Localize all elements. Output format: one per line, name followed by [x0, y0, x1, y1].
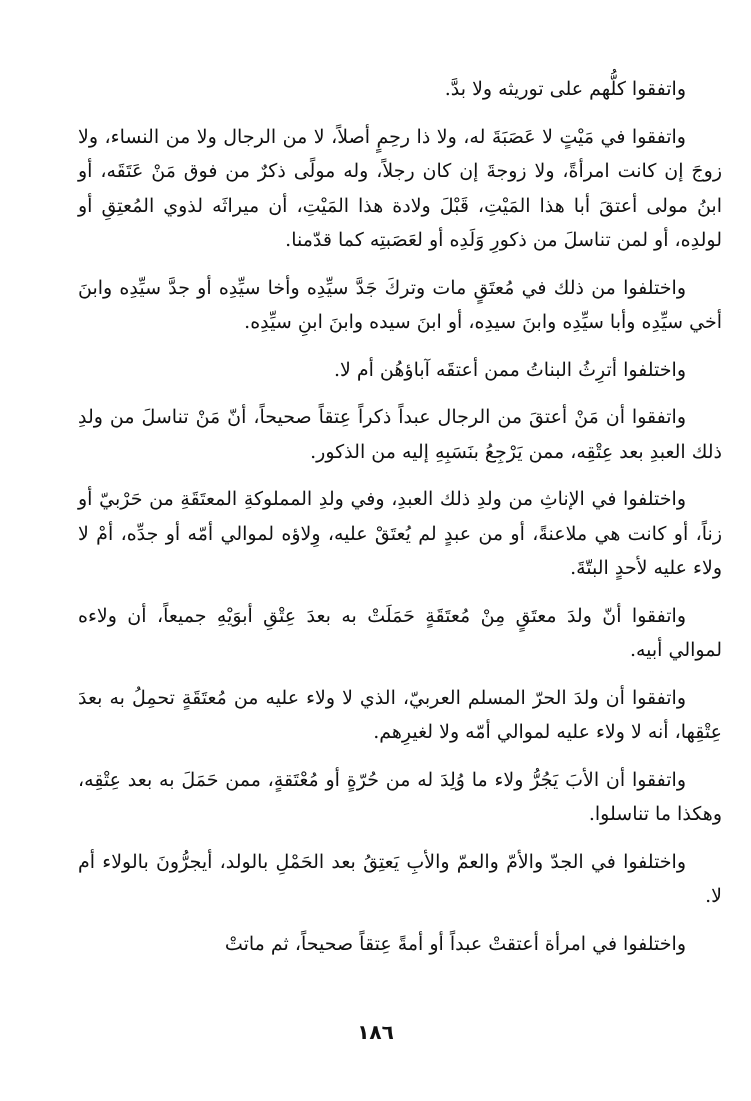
paragraph-9: واتفقوا أن الأبَ يَجُرُّ ولاء ما وُلِدَ له من حُرّةٍ أو مُعْتَقةٍ، ممن حَمَلَ به بعد عِتْقِه، وهكذا ما تناسلوا.: [78, 768, 722, 825]
paragraph-1: واتفقوا كلُّهم على توريثه ولا بدَّ.: [444, 78, 686, 100]
paragraph-2: واتفقوا في مَيْتٍ لا عَصَبَةَ له، ولا ذا رحِمٍ أصلاً، لا من الرجال ولا من النساء، ولا زوجَ إن كانت امرأةً، ولا زوجةَ إن كان رجلاً، وله مولًى ذكرٌ من فوق مَنْ عَتَقَه، أو ابنُ مولى أعتقَ أبا هذا المَيْتِ، قَبْلَ ولادة هذا المَيْتِ، أن ميراثَه لذوي المُعتِقِ أو لولدِه، أو لمن تناسلَ من ذكورِ وَلَدِه أو لعَصَبتِه كما قدّمنا.: [78, 125, 722, 251]
paragraph-5: واتفقوا أن مَنْ أعتقَ من الرجال عبداً ذكراً عِتقاً صحيحاً، أنّ مَنْ تناسلَ من ولدِ ذلك العبدِ بعد عِتْقِه، ممن يَرْجِعُ بنَسَبِهِ إليه من الذكور.: [78, 406, 722, 463]
paragraph-3: واختلفوا من ذلك في مُعتَقٍ مات وتركَ جَدَّ سيِّدِه وأخا سيِّدِه أو جدَّ سيِّدِه وابنَ أخي سيِّدِه وأبا سيِّدِه وابنَ سيدِه، أو ابنَ سيده وابنَ ابنِ سيِّدِه.: [78, 276, 722, 333]
page-number: ١٨٦: [357, 1020, 394, 1044]
paragraph-4: واختلفوا أترِثُ البناتُ ممن أعتقَه آباؤهُن أم لا.: [333, 358, 686, 381]
paragraph-8: واتفقوا أن ولدَ الحرّ المسلم العربيّ، الذي لا ولاء عليه من مُعتَقَةٍ تحمِلُ به بعدَ عِتْقِها، أنه لا ولاء عليه لموالي أمّه ولا لغيرِهم.: [78, 686, 722, 743]
paragraph-7: واتفقوا أنّ ولدَ معتَقٍ مِنْ مُعتَقَةٍ حَمَلَتْ به بعدَ عِتْقِ أبوَيْهِ جميعاً، أن ولاءه لموالي أبيه.: [78, 604, 722, 661]
body-text: [78, 72, 722, 974]
paragraph-11: واختلفوا في امرأة أعتقتْ عبداً أو أمةً عِتقاً صحيحاً، ثم ماتتْ: [224, 932, 686, 955]
paragraph-6: واختلفوا في الإناثِ من ولدِ ذلك العبدِ، وفي ولدِ المملوكةِ المعتَقَةِ من حَرْبيّ أو زناً، أو كانت هي ملاعنةً، أو من عبدٍ لم يُعتَقْ عليه، وِلاؤه لموالي أمّه أو جدِّه، أمْ لا ولاء عليه لأحدٍ البتّةَ.: [78, 488, 722, 579]
paragraph-10: واختلفوا في الجدّ والأمّ والعمّ والأبِ يَعتِقُ بعد الحَمْلِ بالولد، أيجرُّونَ بالولاء أم لا.: [78, 850, 722, 907]
